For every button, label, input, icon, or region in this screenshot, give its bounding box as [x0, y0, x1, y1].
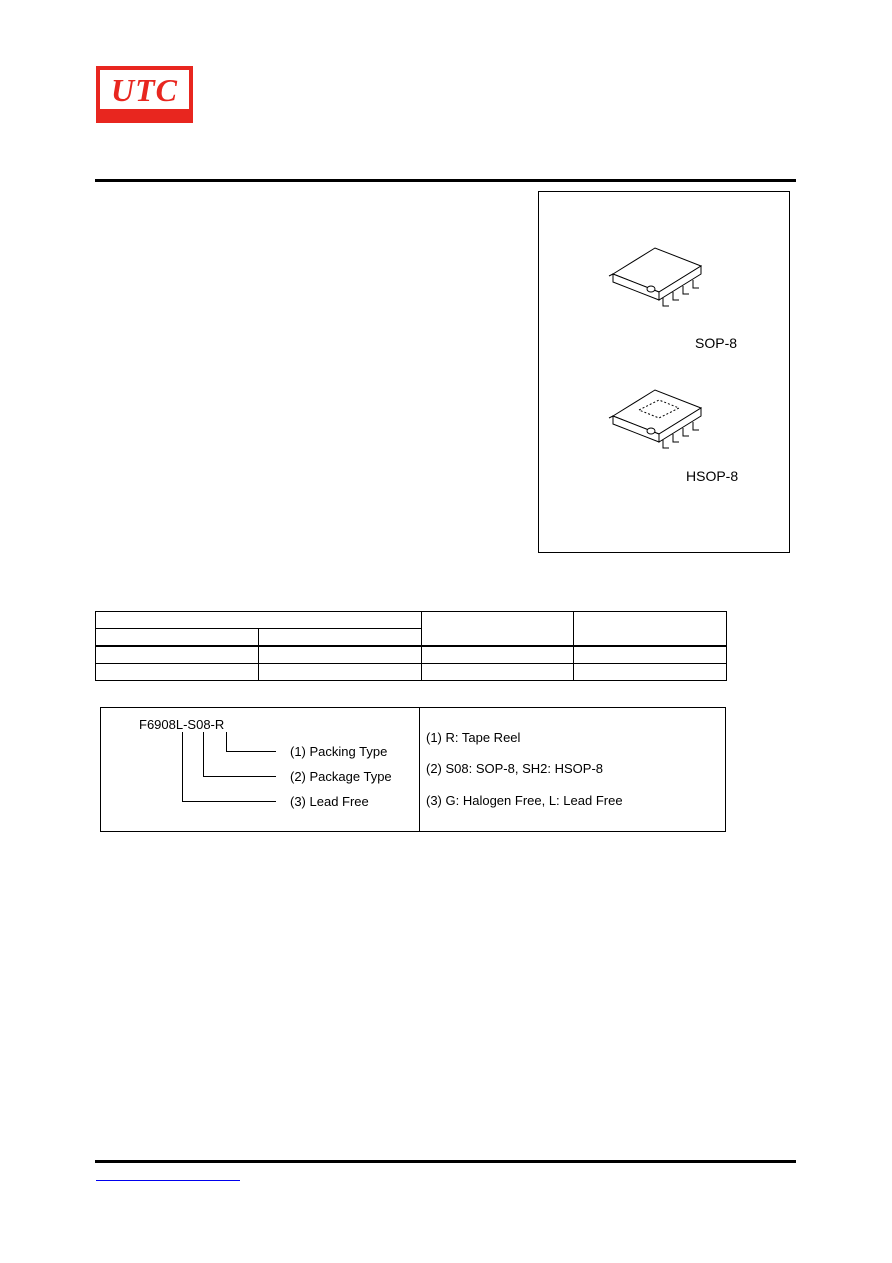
packing-type-leader-h	[226, 751, 276, 752]
header-rule	[95, 179, 796, 182]
packing-type-leader	[226, 732, 227, 752]
table-header-cell	[574, 612, 727, 647]
callout-packing-type: (1) Packing Type	[290, 744, 388, 759]
decoder-divider	[419, 708, 420, 831]
utc-logo	[96, 66, 193, 123]
footer-rule	[95, 1160, 796, 1163]
lead-free-leader-h	[182, 801, 276, 802]
table-header-cell	[259, 629, 422, 647]
table-cell	[96, 646, 259, 664]
desc-package-type: (2) S08: SOP-8, SH2: HSOP-8	[426, 761, 604, 776]
package-type-leader-h	[203, 776, 276, 777]
part-number: F6908L-S08-R	[139, 717, 225, 732]
logo-text: UTC	[111, 71, 178, 108]
table-header-cell	[96, 612, 422, 629]
package-label-sop8: SOP-8	[695, 335, 738, 351]
callout-package-type: (2) Package Type	[290, 769, 392, 784]
table-header-row	[96, 612, 727, 629]
logo-inner	[100, 70, 189, 109]
sop8-chip-icon	[605, 244, 715, 314]
ordering-table	[95, 611, 727, 681]
table-row	[96, 646, 727, 664]
table-cell	[422, 664, 574, 681]
desc-lead-free: (3) G: Halogen Free, L: Lead Free	[426, 793, 623, 808]
desc-packing-type: (1) R: Tape Reel	[426, 730, 521, 745]
table-header-cell	[422, 612, 574, 647]
table-cell	[259, 646, 422, 664]
part-number-decoder	[100, 707, 726, 832]
table-header-cell	[96, 629, 259, 647]
table-cell	[96, 664, 259, 681]
package-label-hsop8: HSOP-8	[686, 468, 739, 484]
table-cell	[574, 646, 727, 664]
package-type-leader	[203, 732, 204, 777]
callout-lead-free: (3) Lead Free	[290, 794, 369, 809]
table-row	[96, 664, 727, 681]
hsop8-chip-icon	[605, 386, 715, 456]
table-cell	[259, 664, 422, 681]
table-cell	[422, 646, 574, 664]
website-link[interactable]	[96, 1166, 240, 1181]
lead-free-leader	[182, 732, 183, 802]
package-box	[538, 191, 790, 553]
table-cell	[574, 664, 727, 681]
